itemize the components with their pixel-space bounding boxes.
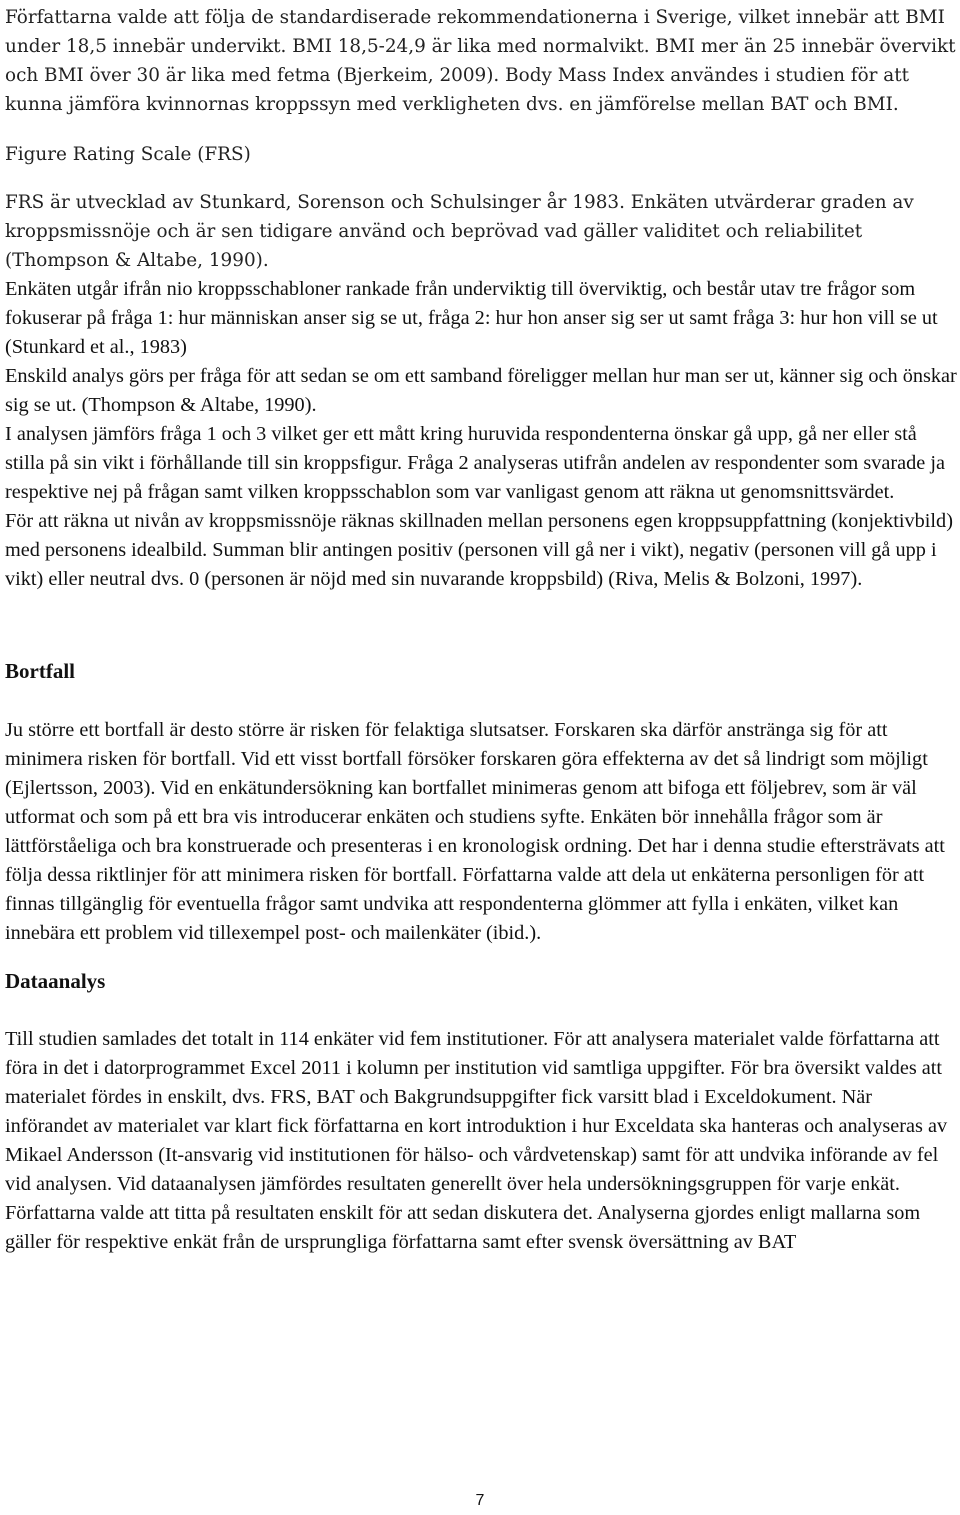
frs-paragraph-5: För att räkna ut nivån av kroppsmissnöje räknas skillnaden mellan personens egen kroppsuppfattning (konjektivbild) med personens idealbild. Summan blir antingen positiv (personen vill gå ner i vikt), negativ (personen vill gå upp i vikt) eller neutral dvs. 0 (personen är nöjd med sin nuvarande kroppsbild) (Riva, Melis & Bolzoni, 1997). [5,510,953,590]
bortfall-paragraph: Ju större ett bortfall är desto större är risken för felaktiga slutsatser. Forskaren ska därför anstränga sig för att minimera risken för bortfall. Vid ett visst bortfall försöker forskaren göra effekterna av det så lindrigt som möjligt (Ejlertsson, 2003). Vid en enkätundersökning kan bortfallet minimeras genom att bifoga ett följebrev, som är väl utformat och som på ett bra vis introducerar enkäten och studiens syfte. Enkäten bör innehålla frågor som är lättförståeliga och bra konstruerade och presenteras i en kronologisk ordning. Det har i denna studie eftersträvats att följa dessa riktlinjer för att minimera risken för bortfall. Författarna valde att dela ut enkäterna personligen för att finnas tillgänglig för eventuella frågor samt undvika att respondenterna glömmer att fylla i enkäten, vilket kan innebära ett problem vid tillexempel post- och mailenkäter (ibid.). [5,719,945,944]
frs-paragraph-3: Enskild analys görs per fråga för att sedan se om ett samband föreligger mellan hur man ser ut, känner sig och önskar sig se ut. (Thompson & Altabe, 1990). [5,365,957,416]
document-page [5,0,957,1257]
frs-heading: Figure Rating Scale (FRS) [5,144,251,165]
dataanalys-heading: Dataanalys [5,969,106,993]
bortfall-heading: Bortfall [5,659,75,683]
frs-paragraph-4: I analysen jämförs fråga 1 och 3 vilket ger ett mått kring huruvida respondenterna önskar gå upp, gå ner eller stå stilla på sin vikt i förhållande till sin kroppsfigur. Fråga 2 analyseras utifrån andelen av respondenter som svarade ja respektive nej på frågan samt vilken kroppsschablon som var vanligast genom att räkna ut genomsnittsvärdet. [5,423,945,503]
dataanalys-paragraph: Till studien samlades det totalt in 114 enkäter vid fem institutioner. För att analysera materialet valde författarna att föra in det i datorprogrammet Excel 2011 i kolumn per institution vid samtliga uppgifter. För bra översikt valdes att materialet fördes in enskilt, dvs. FRS, BAT och Bakgrundsuppgifter fick varsitt blad i Exceldokument. När införandet av materialet var klart fick författarna en kort introduktion i hur Exceldata ska hanteras och analyseras av Mikael Andersson (It-ansvarig vid institutionen för hälso- och vårdvetenskap) samt för att undvika införande av fel vid analysen. Vid dataanalysen jämfördes resultaten generellt över hela undersökningsgruppen för varje enkät. Författarna valde att titta på resultaten enskilt för att sedan diskutera det. Analyserna gjordes enligt mallarna som gäller för respektive enkät från de ursprungliga författarna samt efter svensk översättning av BAT [5,1028,948,1253]
frs-paragraph-2: Enkäten utgår ifrån nio kroppsschabloner rankade från underviktig till överviktig, och består utav tre frågor som fokuserar på fråga 1: hur människan anser sig se ut, fråga 2: hur hon anser sig ser ut samt fråga 3: hur hon vill se ut (Stunkard et al., 1983) [5,278,938,358]
page-number: 7 [475,1492,485,1509]
bmi-paragraph: Författarna valde att följa de standardiserade rekommendationerna i Sverige, vilket innebär att BMI under 18,5 innebär undervikt. BMI 18,5-24,9 är lika med normalvikt. BMI mer än 25 innebär övervikt och BMI över 30 är lika med fetma (Bjerkeim, 2009). Body Mass Index användes i studien för att kunna jämföra kvinnornas kroppssyn med verkligheten dvs. en jämförelse mellan BAT och BMI. [5,7,956,115]
frs-paragraph-1: FRS är utvecklad av Stunkard, Sorenson och Schulsinger år 1983. Enkäten utvärderar graden av kroppsmissnöje och är sen tidigare använd och beprövad vad gäller validitet och reliabilitet (Thompson & Altabe, 1990). [5,192,914,271]
